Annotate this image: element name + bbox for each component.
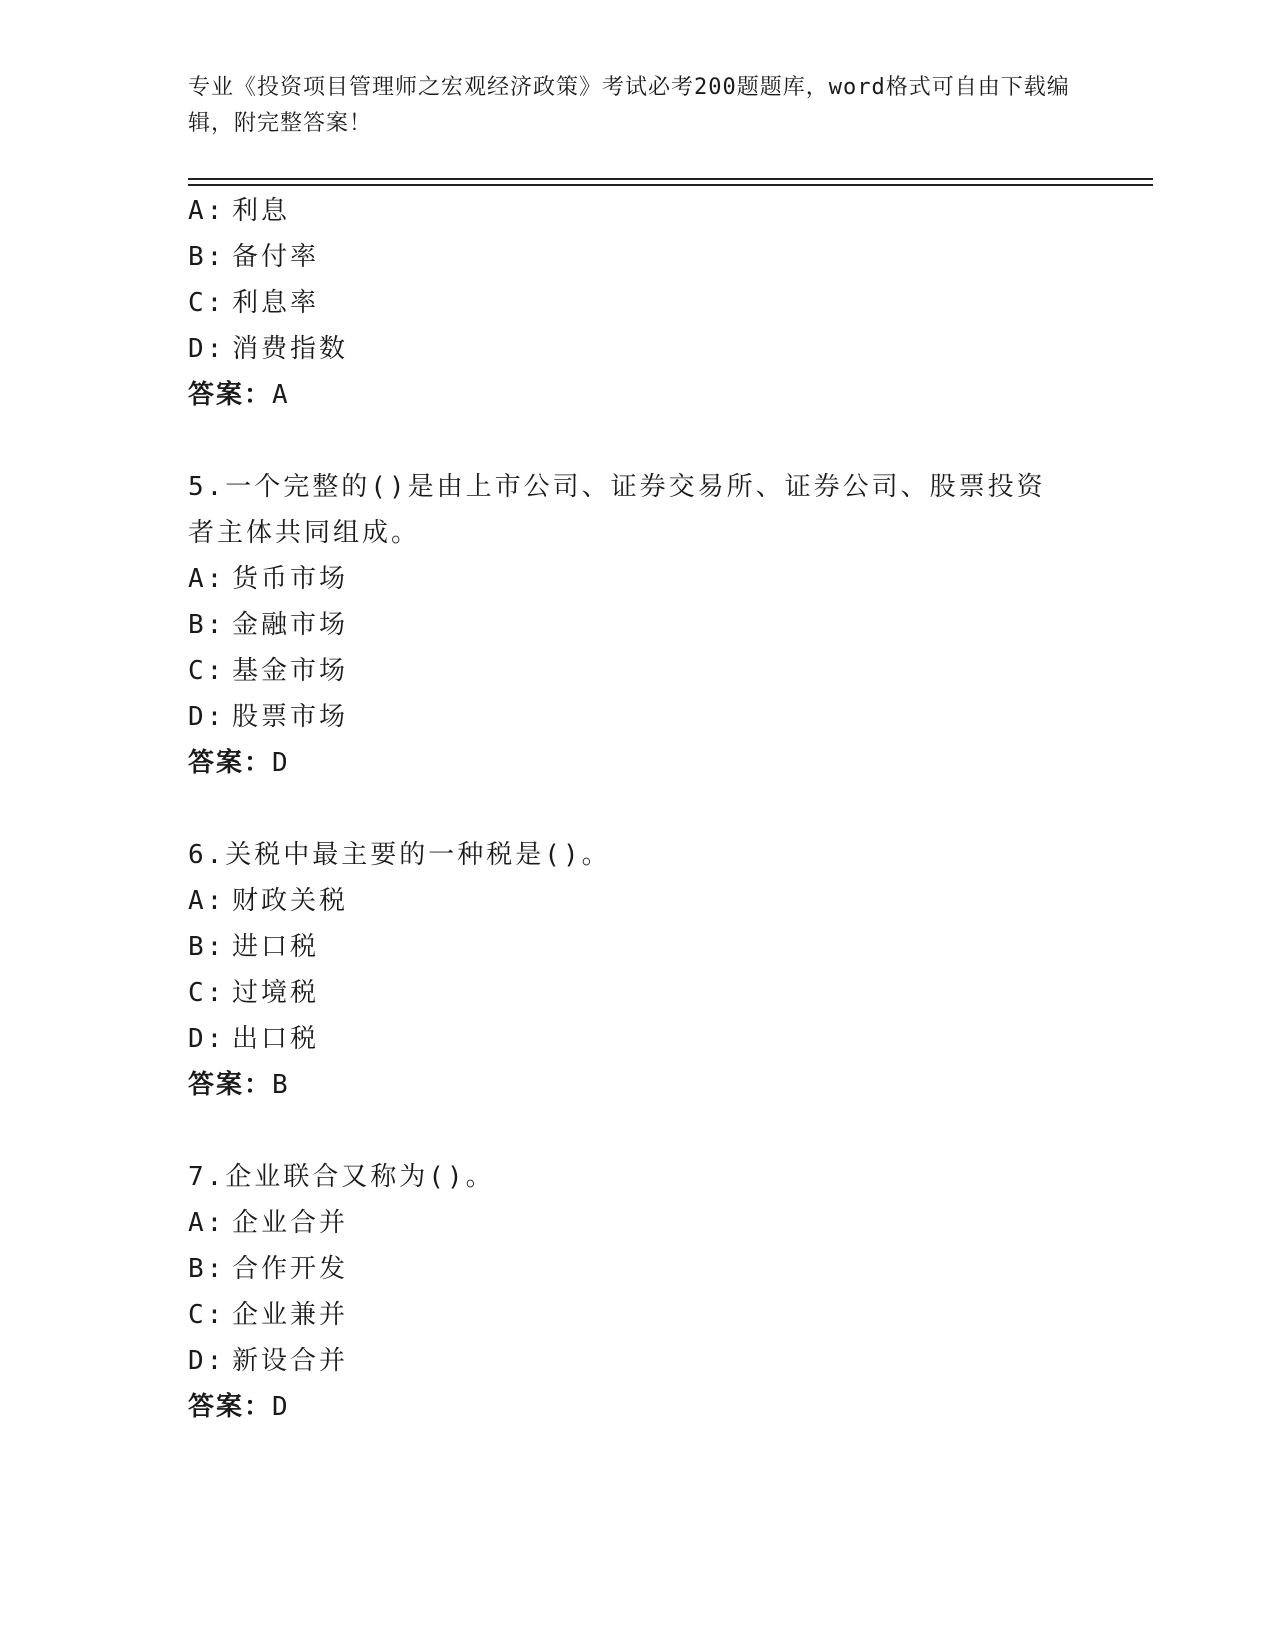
option-text: 新设合并 — [232, 1346, 349, 1376]
question-4-continued — [188, 188, 1108, 418]
option-text: 备付率 — [232, 242, 320, 272]
option-key: C: — [188, 1300, 226, 1330]
option-text: 货币市场 — [232, 564, 349, 594]
option-text: 财政关税 — [232, 886, 349, 916]
answer-label: 答案： — [188, 1392, 273, 1422]
option-c — [188, 970, 1108, 1016]
option-a — [188, 878, 1108, 924]
option-d — [188, 1338, 1108, 1384]
answer-line — [188, 1062, 1108, 1108]
option-text: 合作开发 — [232, 1254, 349, 1284]
option-d — [188, 694, 1108, 740]
option-key: A: — [188, 886, 226, 916]
question-6 — [188, 832, 1108, 1108]
option-key: A: — [188, 1208, 226, 1238]
option-key: D: — [188, 1346, 226, 1376]
answer-value: D — [272, 1392, 290, 1422]
option-text: 过境税 — [232, 978, 320, 1008]
spacer — [188, 1108, 1108, 1154]
spacer — [188, 786, 1108, 832]
option-text: 股票市场 — [232, 702, 349, 732]
option-c — [188, 648, 1108, 694]
answer-line — [188, 372, 1108, 418]
question-text: 5.一个完整的()是由上市公司、证券交易所、证券公司、股票投资者主体共同组成。 — [188, 472, 1046, 548]
option-d — [188, 326, 1108, 372]
header-rule-bottom — [188, 184, 1153, 186]
option-c — [188, 1292, 1108, 1338]
answer-value: D — [272, 748, 290, 778]
option-key: C: — [188, 656, 226, 686]
answer-label: 答案： — [188, 748, 273, 778]
answer-label: 答案： — [188, 380, 273, 410]
option-text: 基金市场 — [232, 656, 349, 686]
question-5 — [188, 464, 1108, 786]
option-b — [188, 1246, 1108, 1292]
option-b — [188, 602, 1108, 648]
option-text: 金融市场 — [232, 610, 349, 640]
option-key: B: — [188, 610, 226, 640]
spacer — [188, 418, 1108, 464]
option-key: A: — [188, 196, 226, 226]
answer-label: 答案： — [188, 1070, 273, 1100]
question-text: 6.关税中最主要的一种税是()。 — [188, 840, 611, 870]
answer-line — [188, 1384, 1108, 1430]
option-key: D: — [188, 1024, 226, 1054]
option-key: D: — [188, 702, 226, 732]
document-title: 专业《投资项目管理师之宏观经济政策》考试必考200题题库，word格式可自由下载编辑，附完整答案！ — [188, 75, 1070, 136]
option-text: 利息 — [232, 196, 291, 226]
option-d — [188, 1016, 1108, 1062]
option-key: D: — [188, 334, 226, 364]
option-text: 企业兼并 — [232, 1300, 349, 1330]
option-text: 消费指数 — [232, 334, 349, 364]
option-key: B: — [188, 242, 226, 272]
question-7 — [188, 1154, 1108, 1430]
option-b — [188, 234, 1108, 280]
option-key: C: — [188, 978, 226, 1008]
option-a — [188, 1200, 1108, 1246]
option-text: 出口税 — [232, 1024, 320, 1054]
option-key: A: — [188, 564, 226, 594]
option-text: 利息率 — [232, 288, 320, 318]
option-text: 企业合并 — [232, 1208, 349, 1238]
option-key: C: — [188, 288, 226, 318]
option-key: B: — [188, 1254, 226, 1284]
option-text: 进口税 — [232, 932, 320, 962]
header-rule-top — [188, 178, 1153, 180]
answer-value: A — [272, 380, 290, 410]
document-body — [188, 188, 1108, 1430]
question-text: 7.企业联合又称为()。 — [188, 1162, 495, 1192]
option-a — [188, 556, 1108, 602]
answer-line — [188, 740, 1108, 786]
document-header — [188, 70, 1088, 142]
option-key: B: — [188, 932, 226, 962]
answer-value: B — [272, 1070, 290, 1100]
option-c — [188, 280, 1108, 326]
option-b — [188, 924, 1108, 970]
option-a — [188, 188, 1108, 234]
